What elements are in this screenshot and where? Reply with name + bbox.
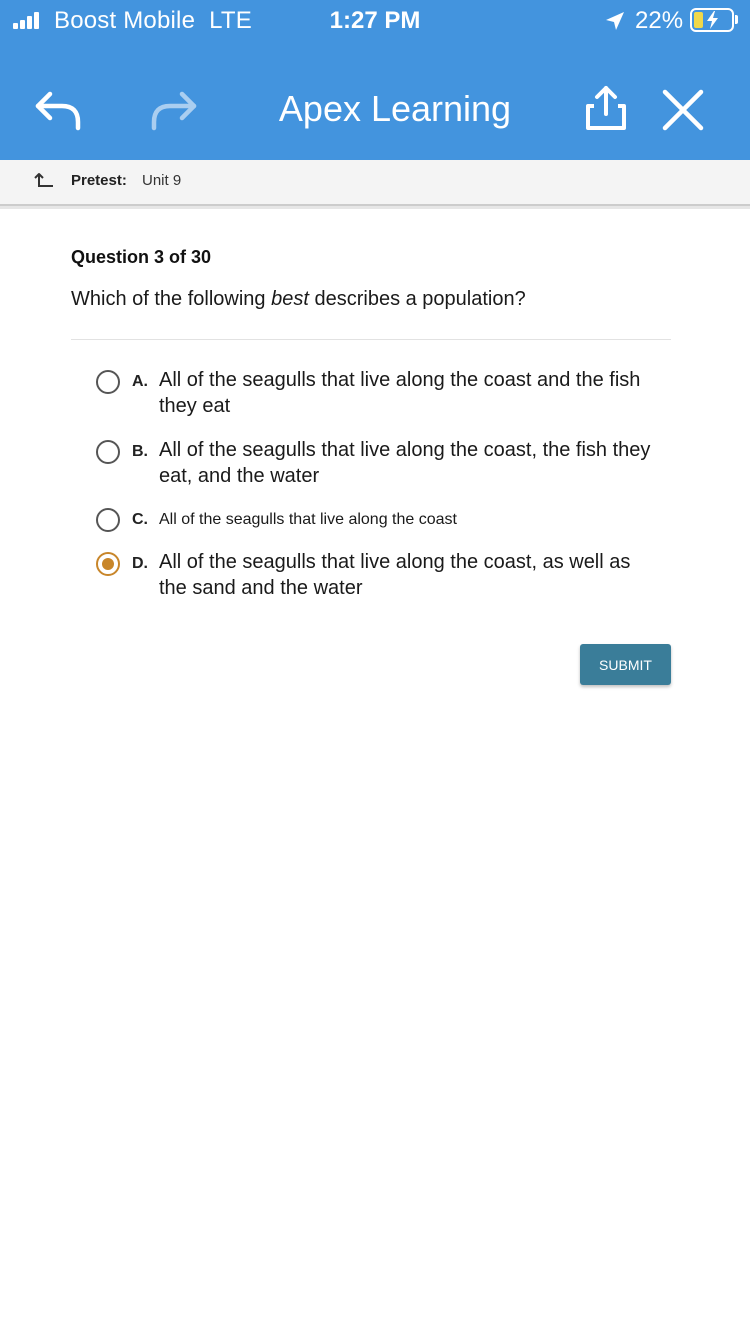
answer-option-a[interactable]	[96, 367, 676, 421]
back-arrow-icon	[30, 82, 86, 138]
status-time: 1:27 PM	[329, 7, 421, 34]
status-bar	[0, 0, 750, 42]
option-letter: A.	[132, 373, 148, 390]
radio-button-d[interactable]	[96, 552, 120, 576]
submit-button[interactable]: SUBMIT	[580, 644, 671, 685]
option-letter: D.	[132, 555, 148, 572]
back-button[interactable]	[30, 82, 86, 138]
question-text-emphasis: best	[271, 288, 309, 310]
breadcrumb-label: Pretest:	[71, 172, 127, 189]
app-title: Apex Learning	[278, 88, 512, 129]
answer-option-d[interactable]	[96, 549, 676, 603]
network-type: LTE	[209, 7, 252, 34]
answer-option-b[interactable]	[96, 437, 676, 491]
battery-charging-icon	[690, 8, 734, 32]
share-button[interactable]	[578, 82, 634, 138]
breadcrumb-value: Unit 9	[142, 172, 182, 189]
battery-percent: 22%	[635, 7, 684, 34]
option-text: All of the seagulls that live along the coast, the fish they eat, and the water	[159, 439, 651, 487]
share-icon	[578, 82, 634, 138]
question-text-start: Which of the following	[71, 288, 272, 310]
option-text: All of the seagulls that live along the coast, as well as the sand and the water	[159, 551, 631, 599]
app-header	[0, 0, 750, 160]
option-letter: C.	[132, 511, 148, 528]
breadcrumb	[0, 160, 750, 206]
up-level-icon[interactable]	[33, 170, 55, 192]
carrier-label: Boost Mobile	[54, 7, 196, 34]
option-text: All of the seagulls that live along the coast	[159, 511, 457, 528]
close-icon	[655, 82, 711, 138]
option-text: All of the seagulls that live along the coast and the fish they eat	[159, 369, 641, 417]
radio-button-c[interactable]	[96, 508, 120, 532]
radio-button-a[interactable]	[96, 370, 120, 394]
option-letter: B.	[132, 443, 148, 460]
nav-bar	[0, 70, 750, 150]
close-button[interactable]	[655, 82, 711, 138]
forward-button[interactable]	[146, 82, 202, 138]
location-icon	[604, 10, 626, 32]
question-text-end: describes a population?	[308, 288, 526, 310]
question-number: Question 3 of 30	[71, 247, 212, 267]
radio-button-b[interactable]	[96, 440, 120, 464]
answer-option-c[interactable]	[96, 507, 676, 535]
battery-tip	[735, 15, 738, 24]
breadcrumb-shadow	[0, 206, 750, 209]
forward-arrow-icon	[146, 82, 202, 138]
question-text	[71, 288, 526, 311]
divider	[71, 339, 671, 340]
